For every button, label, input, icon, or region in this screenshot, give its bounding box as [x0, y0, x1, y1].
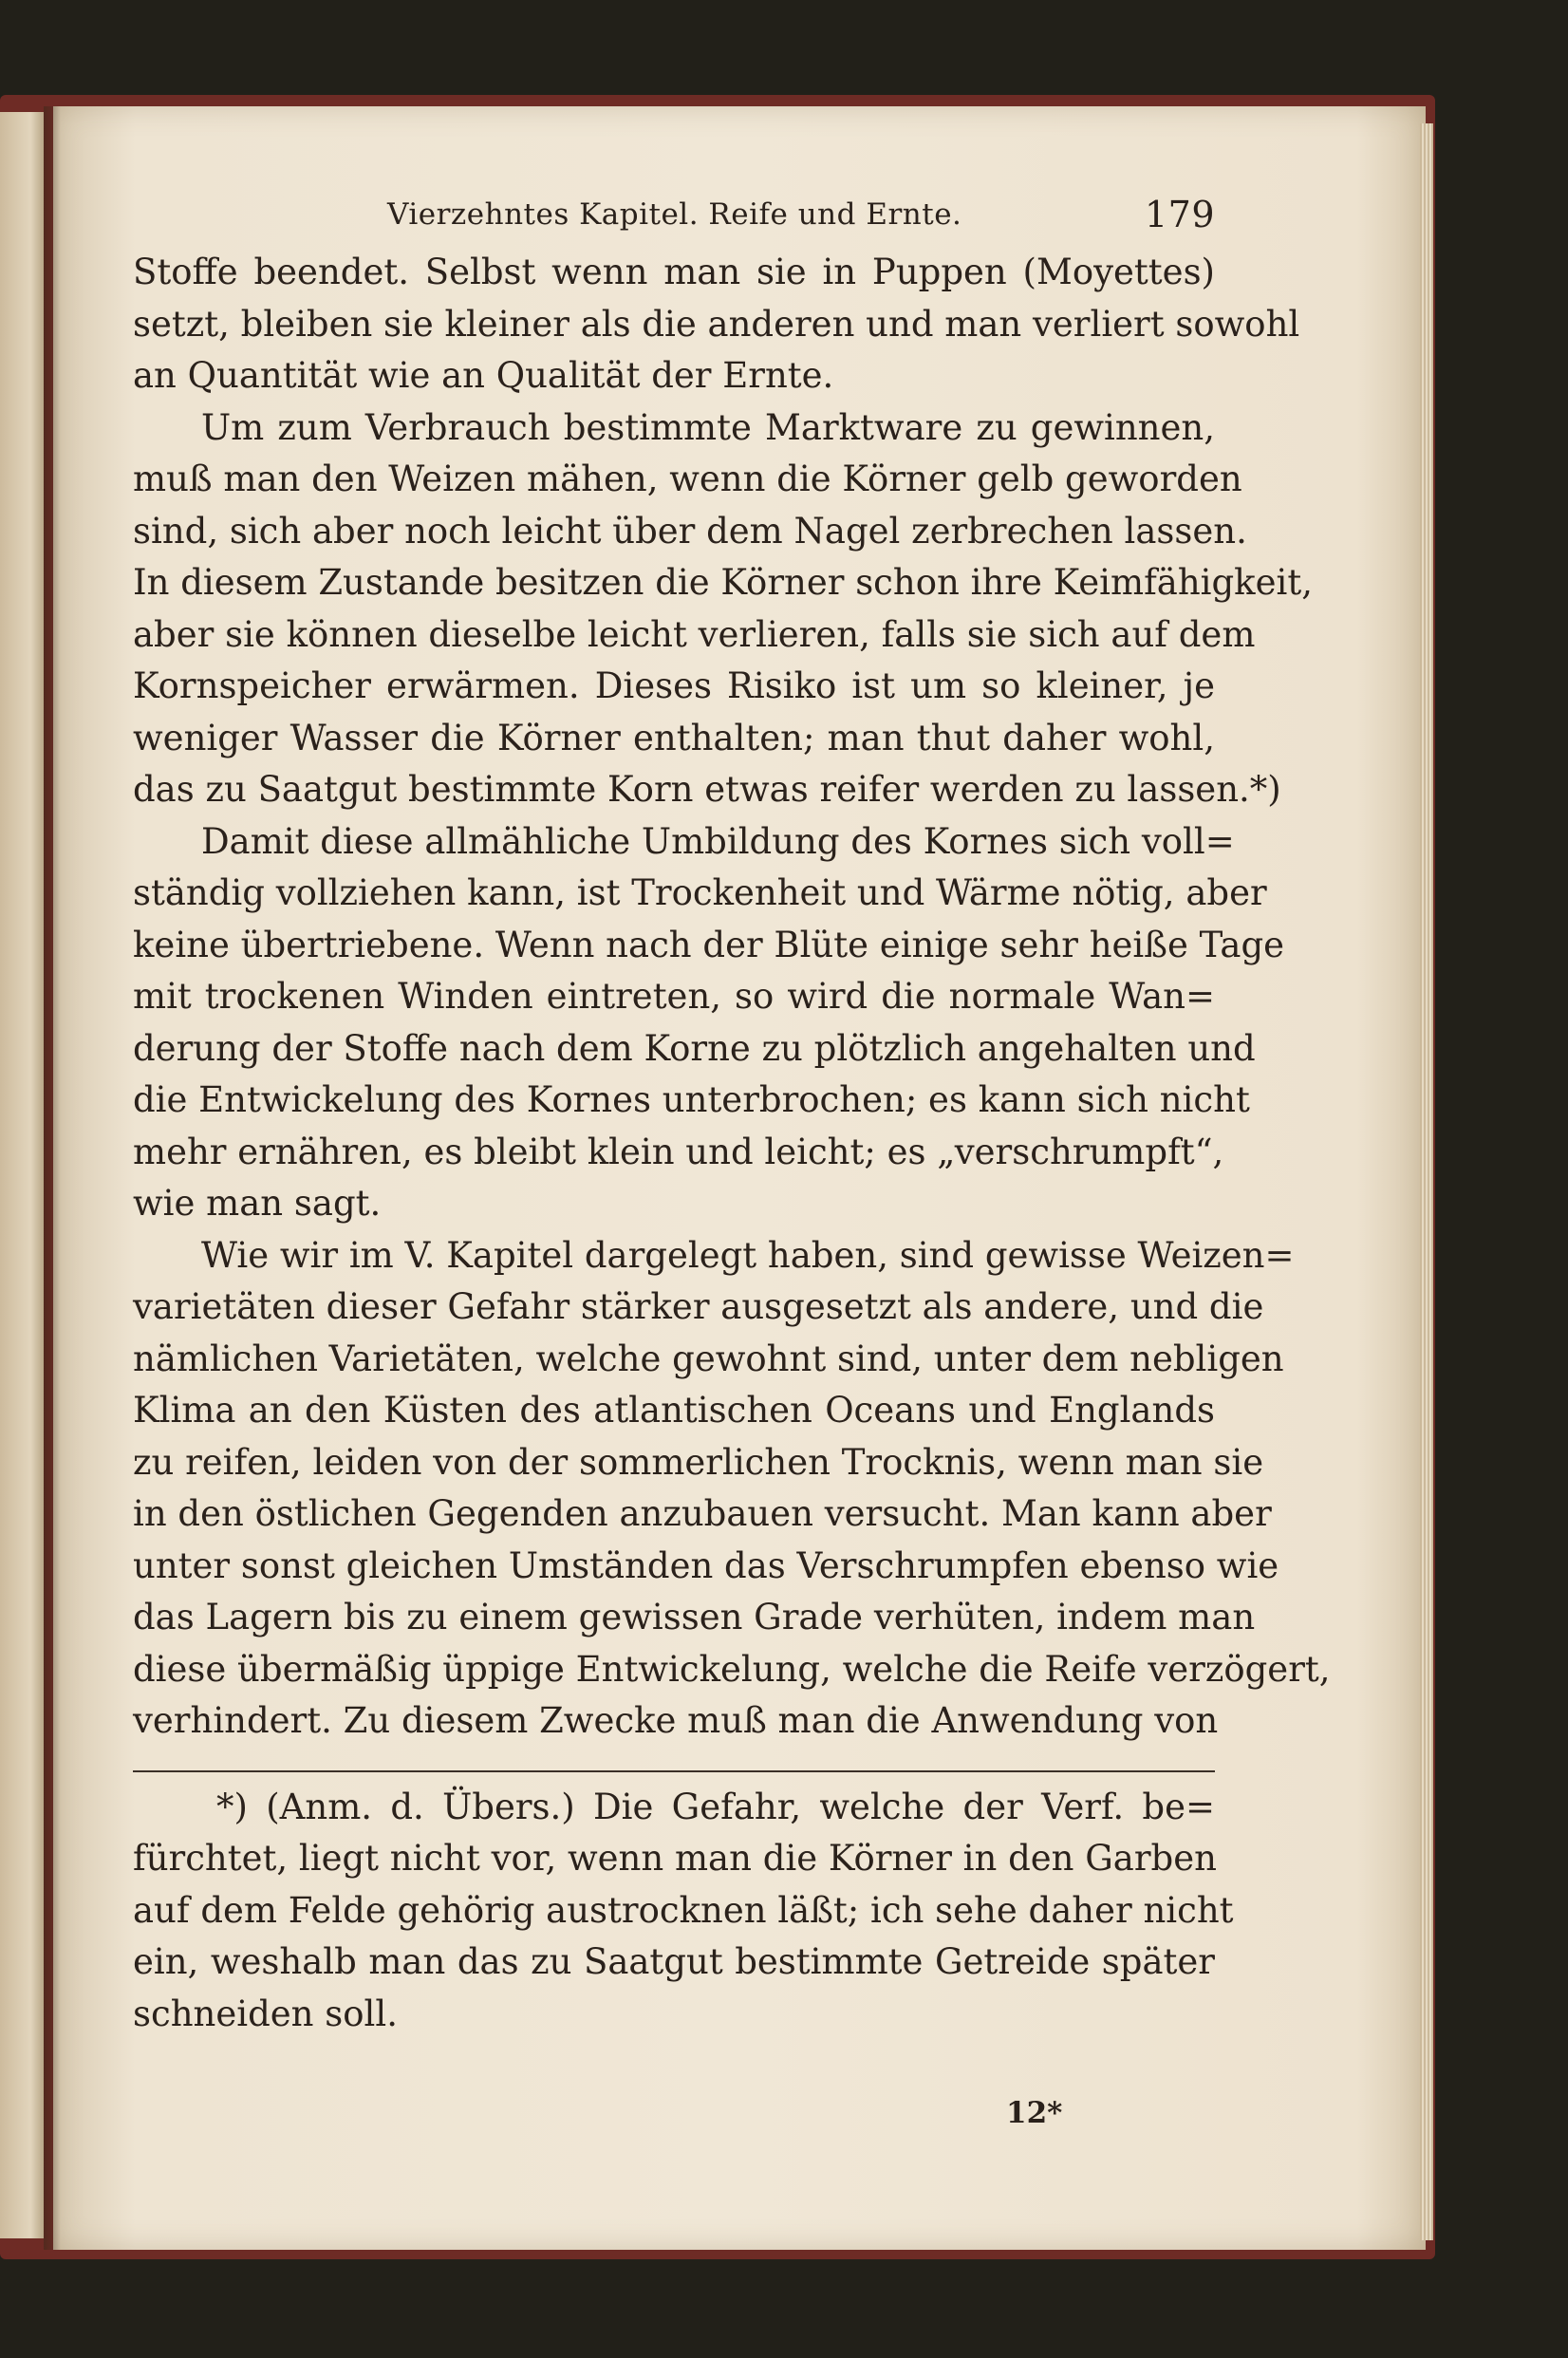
body-line: zu reifen, leiden von der sommerlichen Trocknis, wenn man sie	[133, 1441, 1264, 1483]
page-number: 179	[1144, 194, 1215, 235]
body-line: keine übertriebene. Wenn nach der Blüte einige sehr heiße Tage	[133, 924, 1285, 965]
page-stack-edge	[1420, 123, 1433, 2240]
running-head-title: Vierzehntes Kapitel. Reife und Ernte.	[387, 197, 962, 232]
body-line: wie man sagt.	[133, 1183, 382, 1224]
body-line: in den östlichen Gegenden anzubauen versucht. Man kann aber	[133, 1493, 1272, 1534]
footnote-line: schneiden soll.	[133, 1993, 398, 2034]
body-line: das Lagern bis zu einem gewissen Grade verhüten, indem man	[133, 1597, 1256, 1638]
body-line: Damit diese allmähliche Umbildung des Kornes sich voll=	[201, 820, 1235, 862]
footnote-line: *) (Anm. d. Übers.) Die Gefahr, welche der Verf. be=	[216, 1786, 1215, 1827]
body-line: sind, sich aber noch leicht über dem Nagel zerbrechen lassen.	[133, 510, 1247, 552]
body-line: nämlichen Varietäten, welche gewohnt sind, unter dem nebligen	[133, 1338, 1284, 1379]
body-line: Wie wir im V. Kapitel dargelegt haben, sind gewisse Weizen=	[201, 1234, 1295, 1276]
footnote-rule	[133, 1770, 1215, 1772]
body-line: derung der Stoffe nach dem Korne zu plötzlich angehalten und	[133, 1027, 1256, 1069]
body-line: Um zum Verbrauch bestimmte Marktware zu gewinnen,	[201, 406, 1215, 448]
body-line: aber sie können dieselbe leicht verlieren, falls sie sich auf dem	[133, 613, 1256, 655]
left-page-edge	[0, 112, 44, 2238]
body-line: diese übermäßig üppige Entwickelung, welche die Reife verzögert,	[133, 1648, 1331, 1690]
body-line: mit trockenen Winden eintreten, so wird die normale Wan=	[133, 976, 1215, 1017]
signature-mark: 12*	[1006, 2096, 1063, 2130]
footnote-line: fürchtet, liegt nicht vor, wenn man die Körner in den Garben	[133, 1838, 1217, 1879]
body-line: Stoffe beendet. Selbst wenn man sie in Puppen (Moyettes)	[133, 252, 1215, 292]
text-block	[133, 180, 1331, 2040]
footnote-line: auf dem Felde gehörig austrocknen läßt; ich sehe daher nicht	[133, 1889, 1234, 1931]
body-line: mehr ernähren, es bleibt klein und leicht; es „verschrumpft“,	[133, 1131, 1224, 1172]
spine-shadow	[44, 106, 61, 2250]
body-line: ständig vollziehen kann, ist Trockenheit und Wärme nötig, aber	[133, 872, 1267, 913]
body-text	[133, 247, 1331, 1748]
body-line: In diesem Zustande besitzen die Körner schon ihre Keimfähigkeit,	[133, 562, 1313, 603]
footnote-line: ein, weshalb man das zu Saatgut bestimmte Getreide später	[133, 1941, 1215, 1982]
body-line: Kornspeicher erwärmen. Dieses Risiko ist um so kleiner, je	[133, 665, 1215, 706]
body-line: weniger Wasser die Körner enthalten; man thut daher wohl,	[133, 717, 1215, 758]
footnote	[133, 1782, 1234, 2041]
body-line: an Quantität wie an Qualität der Ernte.	[133, 355, 834, 396]
body-line: muß man den Weizen mähen, wenn die Körner gelb geworden	[133, 458, 1242, 499]
body-line: setzt, bleiben sie kleiner als die anderen und man verliert sowohl	[133, 303, 1300, 345]
body-line: die Entwickelung des Kornes unterbrochen; es kann sich nicht	[133, 1079, 1250, 1120]
running-head	[133, 180, 1215, 247]
body-line: das zu Saatgut bestimmte Korn etwas reifer werden zu lassen.*)	[133, 769, 1281, 810]
body-line: unter sonst gleichen Umständen das Verschrumpfen ebenso wie	[133, 1544, 1279, 1586]
body-line: verhindert. Zu diesem Zwecke muß man die Anwendung von	[133, 1700, 1219, 1741]
body-line: Klima an den Küsten des atlantischen Oceans und Englands	[133, 1390, 1215, 1431]
body-line: varietäten dieser Gefahr stärker ausgesetzt als andere, und die	[133, 1286, 1264, 1327]
